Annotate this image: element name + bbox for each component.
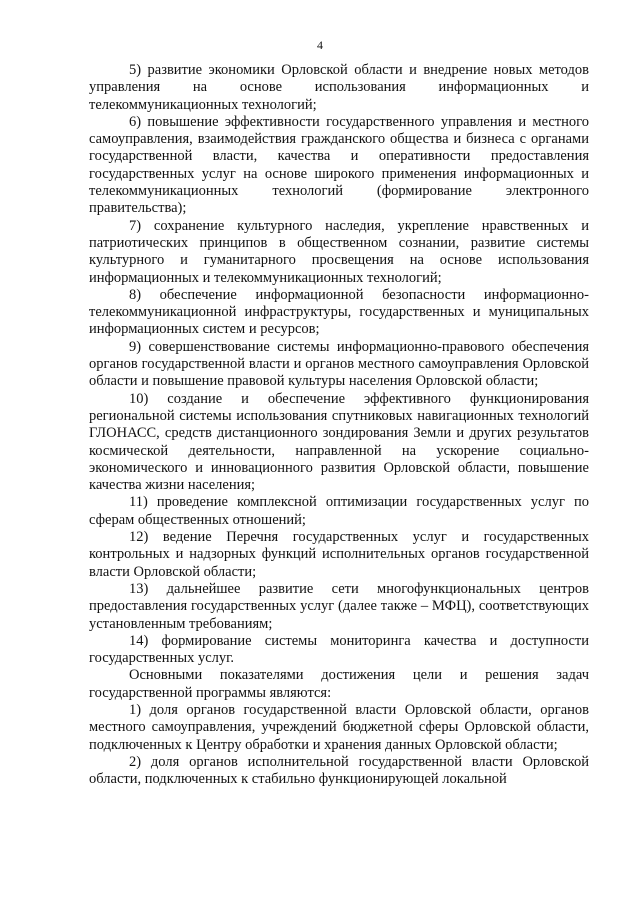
paragraph-goal-13: 13) дальнейшее развитие сети многофункциональных центров предоставления государственных услуг (далее также – МФЦ), соответствующих установленным требованиям;	[89, 580, 589, 632]
paragraph-goal-8: 8) обеспечение информационной безопасности информационно-телекоммуникационной инфраструктуры, государственных и муниципальных информационных систем и ресурсов;	[89, 286, 589, 338]
paragraph-goal-14: 14) формирование системы мониторинга качества и доступности государственных услуг.	[89, 632, 589, 667]
paragraph-goal-9: 9) совершенствование системы информационно-правового обеспечения органов государственной власти и органов местного самоуправления Орловской области и повышение правовой культуры населения Орловской области;	[89, 338, 589, 390]
page-number: 4	[317, 38, 323, 52]
document-body	[89, 62, 589, 788]
paragraph-indicators-intro: Основными показателями достижения цели и решения задач государственной программы являются:	[89, 667, 589, 701]
paragraph-goal-6: 6) повышение эффективности государственного управления и местного самоуправления, взаимодействия гражданского общества и бизнеса с органами государственной власти, качества и оперативности предоставления государственных услуг на основе широкого применения информационных и телекоммуникационных технологий (формирование электронного правительства);	[89, 113, 589, 217]
paragraph-goal-7: 7) сохранение культурного наследия, укрепление нравственных и патриотических принципов в общественном сознании, развитие системы культурного и гуманитарного просвещения на основе использования информационных и телекоммуникационных технологий;	[89, 217, 589, 286]
paragraph-goal-11: 11) проведение комплексной оптимизации государственных услуг по сферам общественных отношений;	[89, 494, 589, 528]
paragraph-goal-12: 12) ведение Перечня государственных услуг и государственных контрольных и надзорных функций исполнительных органов государственной власти Орловской области;	[89, 529, 589, 580]
paragraph-goal-10: 10) создание и обеспечение эффективного функционирования региональной системы использования спутниковых навигационных технологий ГЛОНАСС, средств дистанционного зондирования Земли и других результатов космической деятельности, направленной на ускорение социально-экономического и инновационного развития Орловской области, повышение качества жизни населения;	[89, 390, 589, 494]
paragraph-goal-5: 5) развитие экономики Орловской области и внедрение новых методов управления на основе использования информационных и телекоммуникационных технологий;	[89, 62, 589, 113]
paragraph-indicator-2: 2) доля органов исполнительной государственной власти Орловской области, подключенных к стабильно функционирующей локальной	[89, 753, 589, 788]
paragraph-indicator-1: 1) доля органов государственной власти Орловской области, органов местного самоуправления, учреждений бюджетной сферы Орловской области, подключенных к Центру обработки и хранения данных Орловской области;	[89, 701, 589, 753]
